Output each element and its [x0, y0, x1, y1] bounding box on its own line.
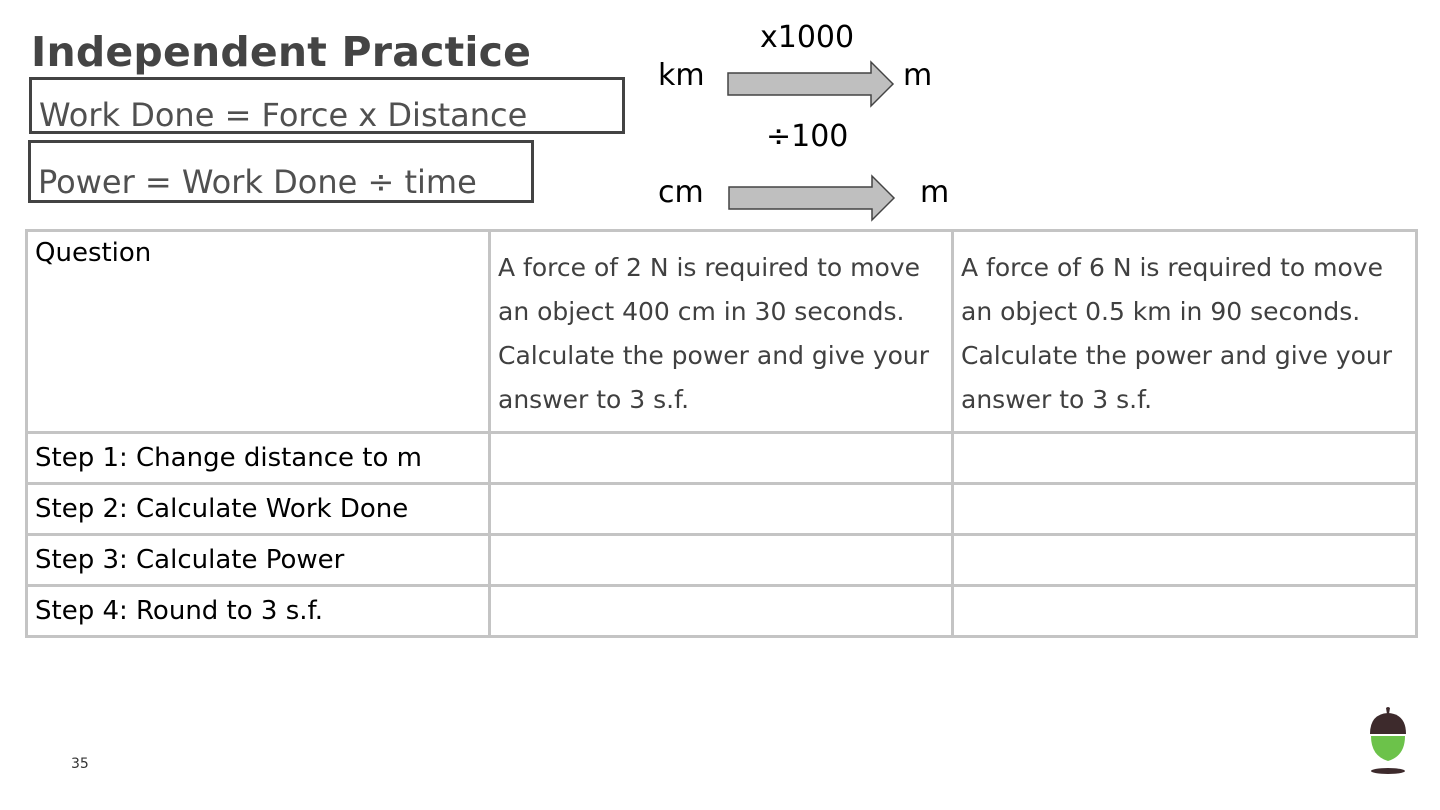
right-arrow-icon: [727, 60, 895, 108]
work-done-formula-box: Work Done = Force x Distance: [29, 77, 625, 134]
step-row: [27, 586, 1417, 637]
page-number: 35: [71, 756, 89, 772]
question-cell: [490, 231, 953, 433]
step-1-answer-q1[interactable]: [490, 433, 953, 484]
step-row: [27, 535, 1417, 586]
conversion-to-unit: m: [903, 58, 933, 93]
conversion-to-unit: m: [920, 175, 950, 210]
step-1-answer-q2[interactable]: [953, 433, 1417, 484]
conversion-from-unit: km: [658, 58, 705, 93]
step-4-label: Step 4: Round to 3 s.f.: [27, 586, 490, 637]
question-header-cell: [27, 231, 490, 433]
step-3-answer-q2[interactable]: [953, 535, 1417, 586]
step-3-label: Step 3: Calculate Power: [27, 535, 490, 586]
question-1-text: A force of 2 N is required to move an object 400 cm in 30 seconds. Calculate the power and give your answer to 3 s.f.: [498, 253, 930, 414]
question-cell: [953, 231, 1417, 433]
acorn-icon: [1366, 706, 1410, 776]
conversion-operation-label: ÷100: [766, 119, 849, 154]
page-title: Independent Practice: [31, 28, 532, 76]
step-row: [27, 484, 1417, 535]
right-arrow-icon: [728, 174, 896, 222]
question-row: [27, 231, 1417, 433]
conversion-operation-label: x1000: [760, 20, 855, 55]
question-2-text: A force of 6 N is required to move an object 0.5 km in 90 seconds. Calculate the power and give your answer to 3 s.f.: [961, 253, 1393, 414]
step-2-label: Step 2: Calculate Work Done: [27, 484, 490, 535]
step-1-label: Step 1: Change distance to m: [27, 433, 490, 484]
conversion-from-unit: cm: [658, 175, 704, 210]
step-4-answer-q2[interactable]: [953, 586, 1417, 637]
step-3-answer-q1[interactable]: [490, 535, 953, 586]
power-formula-box: Power = Work Done ÷ time: [28, 140, 534, 203]
question-header: Question: [35, 238, 152, 268]
step-row: [27, 433, 1417, 484]
step-2-answer-q1[interactable]: [490, 484, 953, 535]
step-2-answer-q2[interactable]: [953, 484, 1417, 535]
step-4-answer-q1[interactable]: [490, 586, 953, 637]
practice-table: [25, 229, 1418, 638]
